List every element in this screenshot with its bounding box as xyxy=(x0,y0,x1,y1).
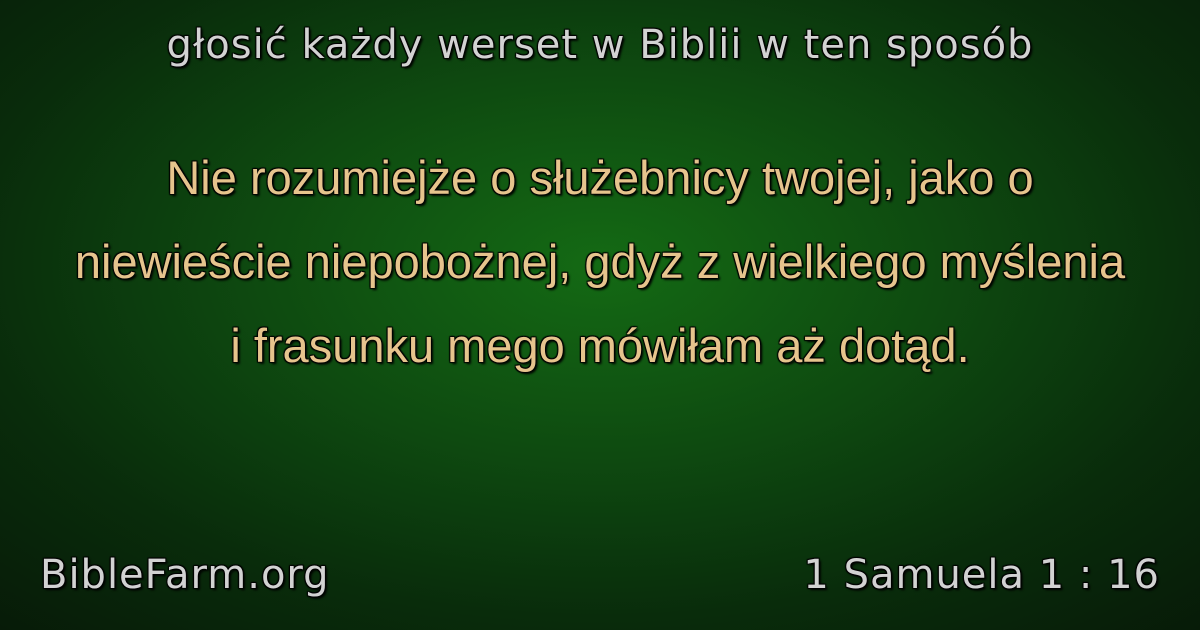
header-title: głosić każdy werset w Biblii w ten sposób xyxy=(166,22,1034,68)
verse-reference: 1 Samuela 1 : 16 xyxy=(803,552,1160,598)
verse-text: Nie rozumiejże o służebnicy twojej, jako o niewieście niepobożnej, gdyż z wielkiego myślenia i frasunku mego mówiłam aż dotąd. xyxy=(74,151,1126,372)
site-name: BibleFarm.org xyxy=(40,552,330,598)
